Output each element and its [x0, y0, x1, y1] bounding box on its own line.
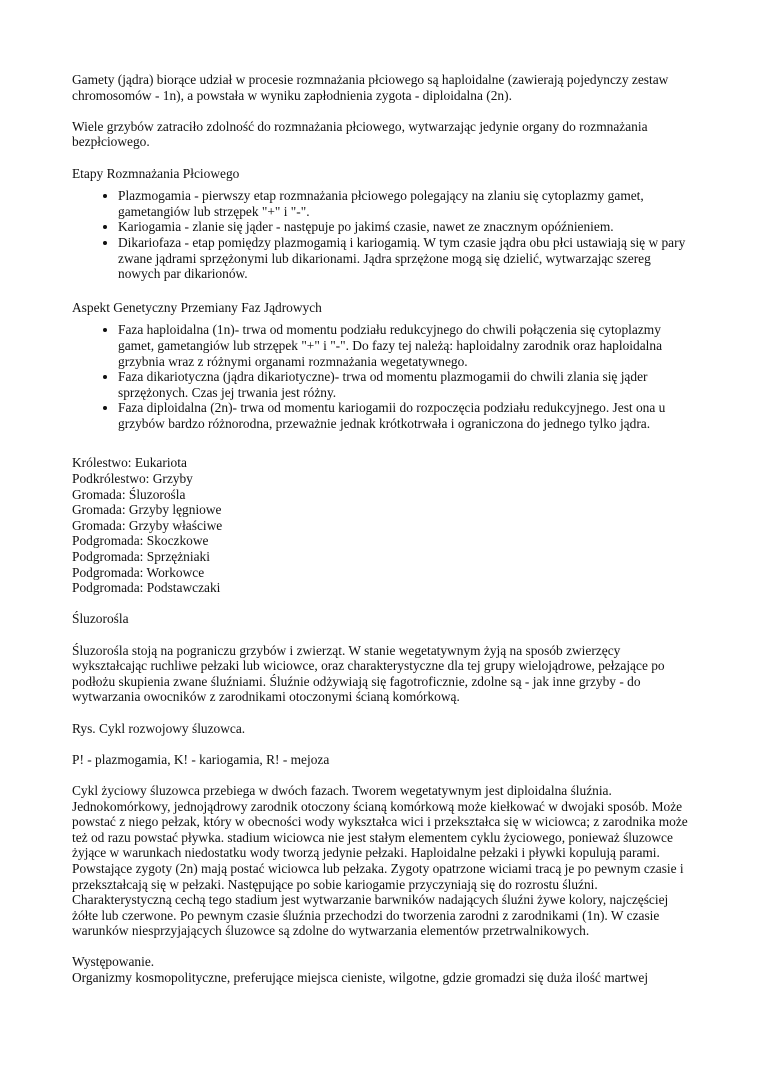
figure-legend: P! - plazmogamia, K! - kariogamia, R! - mejoza [72, 751, 330, 767]
taxonomy-line: Gromada: Grzyby lęgniowe [72, 502, 222, 518]
aspekt-heading: Aspekt Genetyczny Przemiany Faz Jądrowych [72, 299, 322, 315]
intro-paragraph-2: Wiele grzybów zatraciło zdolność do rozmnażania płciowego, wytwarzając jedynie organy do rozmnażania bezpłciowego. [72, 118, 648, 150]
list-item: • Plazmogamia - pierwszy etap rozmnażania płciowego polegający na zlaniu się cytoplazmy gamet, gametangiów lub strzępek "+" i "-". [118, 188, 692, 219]
list-item: • Faza dikariotyczna (jądra dikariotyczne)- trwa od momentu plazmogamii do chwili zlania się jąder sprzężonych. Czas jej trwania jest różny. [118, 369, 692, 400]
wystepowanie-text: Organizmy kosmopolityczne, preferujące miejsca cieniste, wilgotne, gdzie gromadzi się duża ilość martwej [72, 970, 649, 986]
intro-paragraph-1: Gamety (jądra) biorące udział w procesie rozmnażania płciowego są haploidalne (zawierają pojedynczy zestaw chromosomów - 1n), a powstała w wyniku zapłodnienia zygota - diploidalna (2n). [72, 72, 669, 103]
etapy-list [72, 188, 692, 282]
taxonomy-list [72, 455, 692, 595]
sluzorosla-paragraph-2: Cykl życiowy śluzowca przebiega w dwóch fazach. Tworem wegetatywnym jest diploidalna śluźnia. Jednokomórkowy, jednojądrowy zarodnik otoczony ścianą komórkową może kiełkować w dwojaki sposób. Może powstać z niego pełzak, który w obecności wody wykształca wici i przekształca się w wiciowca; z zarodnika może też od razu powstać pływka. stadium wiciowca nie jest stałym elementem cyklu życiowego, ponieważ śluzowce żyjące w warunkach niedostatku wody tworzą jedynie pełzaki. Haploidalne pełzaki i pływki kopulują parami. Powstające zygoty (2n) mają postać wiciowca lub pełzaka. Zygoty opatrzone wiciami tracą je po pewnym czasie i przekształcają się w pełzaki. Następujące po sobie kariogamie przyczyniają się do rozrostu śluźni. Charakterystyczną cechą tego stadium jest wytwarzanie barwników nadających śluźni żywe kolory, najczęściej żółte lub czerwone. Po pewnym czasie śluźnia przechodzi do tworzenia zarodni z zarodnikami (1n). W czasie warunków niesprzyjających śluzowce są zdolne do wytwarzania elementów przetrwalnikowych. [72, 782, 688, 939]
document-body [72, 72, 692, 1001]
taxonomy-line: Królestwo: Eukariota [72, 455, 187, 471]
list-item: • Faza diploidalna (2n)- trwa od momentu kariogamii do rozpoczęcia podziału redukcyjnego. Jest ona u grzybów bardzo różnorodna, przeważnie jednak krótkotrwała i ograniczona do jednego tylko jądra. [118, 400, 692, 431]
list-item: • Kariogamia - zlanie się jąder - następuje po jakimś czasie, nawet ze znacznym opóźnieniem. [118, 219, 692, 235]
list-item: • Dikariofaza - etap pomiędzy plazmogamią i kariogamią. W tym czasie jądra obu płci ustawiają się w pary zwane jądrami sprzężonymi lub dikarionami. Jądra sprzężone mogą się dzielić, wytwarzając szereg nowych par dikarionów. [118, 235, 692, 282]
taxonomy-line: Podgromada: Skoczkowe [72, 533, 209, 549]
taxonomy-line: Podkrólestwo: Grzyby [72, 471, 193, 487]
taxonomy-line: Gromada: Śluzorośla [72, 486, 186, 502]
taxonomy-line: Podgromada: Podstawczaki [72, 580, 221, 596]
taxonomy-line: Podgromada: Sprzężniaki [72, 549, 210, 565]
sluzorosla-paragraph-1: Śluzorośla stoją na pograniczu grzybów i zwierząt. W stanie wegetatywnym żyją na sposób zwierzęcy wykształcając ruchliwe pełzaki lub wiciowce, oraz charakterystyczne dla tej grupy wielojądrowe, pełzające po podłożu skupienia zwane śluźniami. Śluźnie odżywiają się fagotroficznie, zdolne są - jak inne grzyby - do wytwarzania owocników z zarodnikami otoczonymi ścianą komórkową. [72, 642, 665, 705]
figure-caption: Rys. Cykl rozwojowy śluzowca. [72, 720, 246, 736]
etapy-heading: Etapy Rozmnażania Płciowego [72, 165, 240, 181]
taxonomy-line: Podgromada: Workowce [72, 564, 205, 580]
sluzorosla-heading: Śluzorośla [72, 611, 129, 627]
taxonomy-line: Gromada: Grzyby właściwe [72, 517, 223, 533]
wystepowanie-heading: Występowanie. [72, 954, 155, 970]
list-item: • Faza haploidalna (1n)- trwa od momentu podziału redukcyjnego do chwili połączenia się cytoplazmy gamet, gametangiów lub strzępek "+" i "-". Do fazy tej należą: haploidalny zarodnik oraz haploidalna grzybnia wraz z różnymi organami rozmnażania wegetatywnego. [118, 322, 692, 369]
aspekt-list [72, 322, 692, 431]
